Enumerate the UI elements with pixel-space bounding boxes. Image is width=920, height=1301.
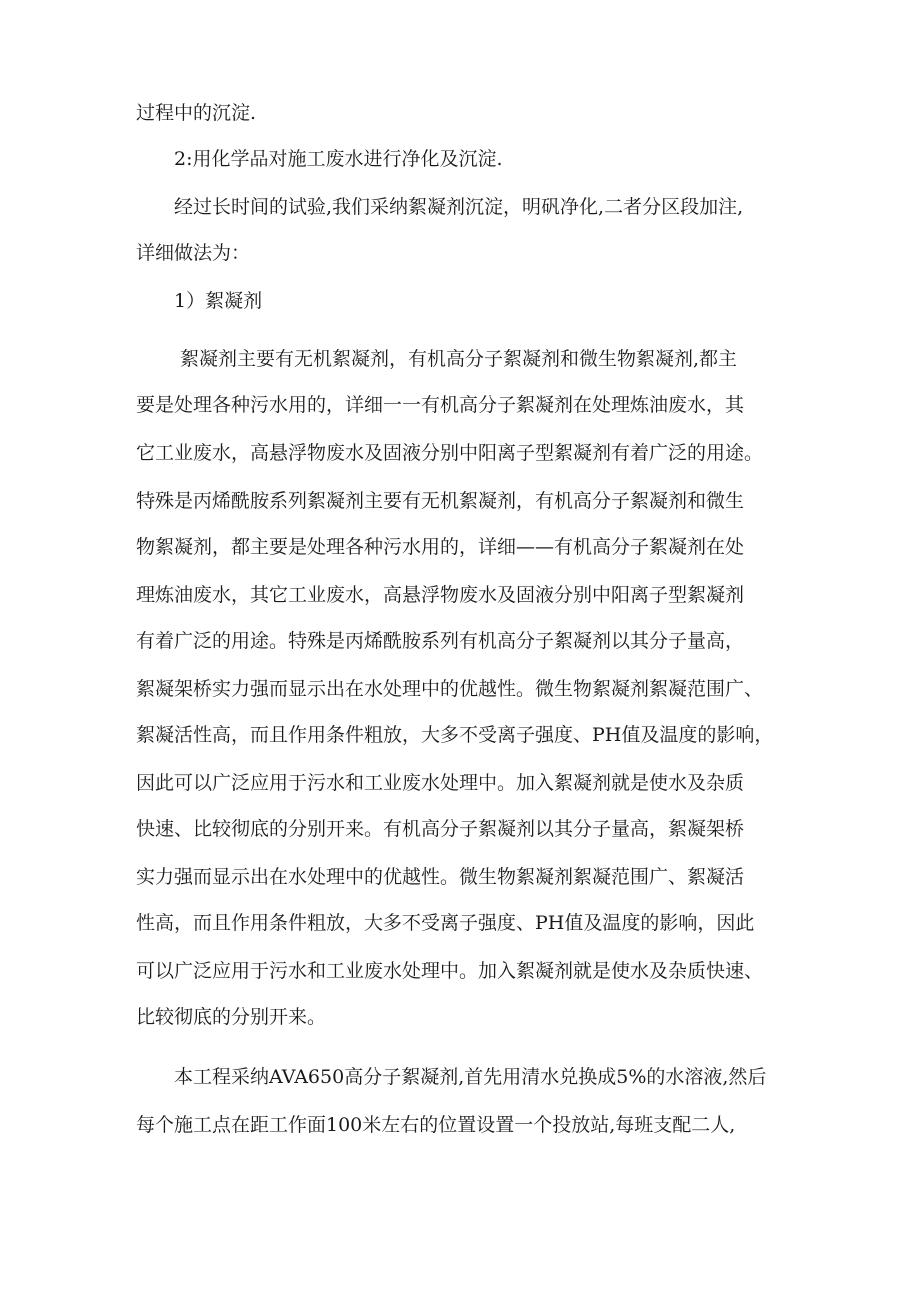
text-line: 絮凝活性高，而且作用条件粗放，大多不受离子强度、PH值及温度的影响， bbox=[136, 724, 774, 746]
text-line: 经过长时间的试验,我们采纳絮凝剂沉淀，明矾净化,二者分区段加注, bbox=[174, 196, 744, 218]
text-line: 比较彻底的分别开来。 bbox=[136, 1006, 327, 1028]
text-line: 有着广泛的用途。特殊是丙烯酰胺系列有机高分子絮凝剂以其分子量高， bbox=[136, 630, 745, 652]
section-heading: 1）絮凝剂 bbox=[174, 290, 263, 312]
text-line: 快速、比较彻底的分别开来。有机高分子絮凝剂以其分子量高，絮凝架桥 bbox=[136, 818, 745, 840]
text-line: 要是处理各种污水用的，详细一一有机高分子絮凝剂在处理炼油废水，其 bbox=[136, 394, 745, 416]
text-line: 物絮凝剂，都主要是处理各种污水用的，详细——有机高分子絮凝剂在处 bbox=[136, 536, 745, 558]
text-line: 每个施工点在距工作面100米左右的位置设置一个投放站,每班支配二人, bbox=[136, 1114, 736, 1136]
text-line: 性高，而且作用条件粗放，大多不受离子强度、PH值及温度的影响，因此 bbox=[136, 912, 755, 934]
text-line: 特殊是丙烯酰胺系列絮凝剂主要有无机絮凝剂，有机高分子絮凝剂和微生 bbox=[136, 490, 745, 512]
text-line: 详细做法为： bbox=[136, 242, 251, 264]
text-line: 过程中的沉淀. bbox=[136, 102, 257, 124]
text-line: 理炼油废水，其它工业废水，高悬浮物废水及固液分别中阳离子型絮凝剂 bbox=[136, 584, 745, 606]
text-line: 2:用化学品对施工废水进行净化及沉淀. bbox=[174, 148, 503, 170]
text-line: 因此可以广泛应用于污水和工业废水处理中。加入絮凝剂就是使水及杂质 bbox=[136, 772, 745, 794]
text-line: 本工程采纳AVA650高分子絮凝剂,首先用清水兑换成5%的水溶液,然后 bbox=[174, 1066, 767, 1088]
text-line: 实力强而显示出在水处理中的优越性。微生物絮凝剂絮凝范围广、絮凝活 bbox=[136, 866, 745, 888]
text-line: 它工业废水，高悬浮物废水及固液分别中阳离子型絮凝剂有着广泛的用途。 bbox=[136, 442, 764, 464]
text-line: 絮凝剂主要有无机絮凝剂，有机高分子絮凝剂和微生物絮凝剂,都主 bbox=[180, 348, 738, 370]
text-line: 可以广泛应用于污水和工业废水处理中。加入絮凝剂就是使水及杂质快速、 bbox=[136, 960, 764, 982]
text-line: 絮凝架桥实力强而显示出在水处理中的优越性。微生物絮凝剂絮凝范围广、 bbox=[136, 678, 764, 700]
